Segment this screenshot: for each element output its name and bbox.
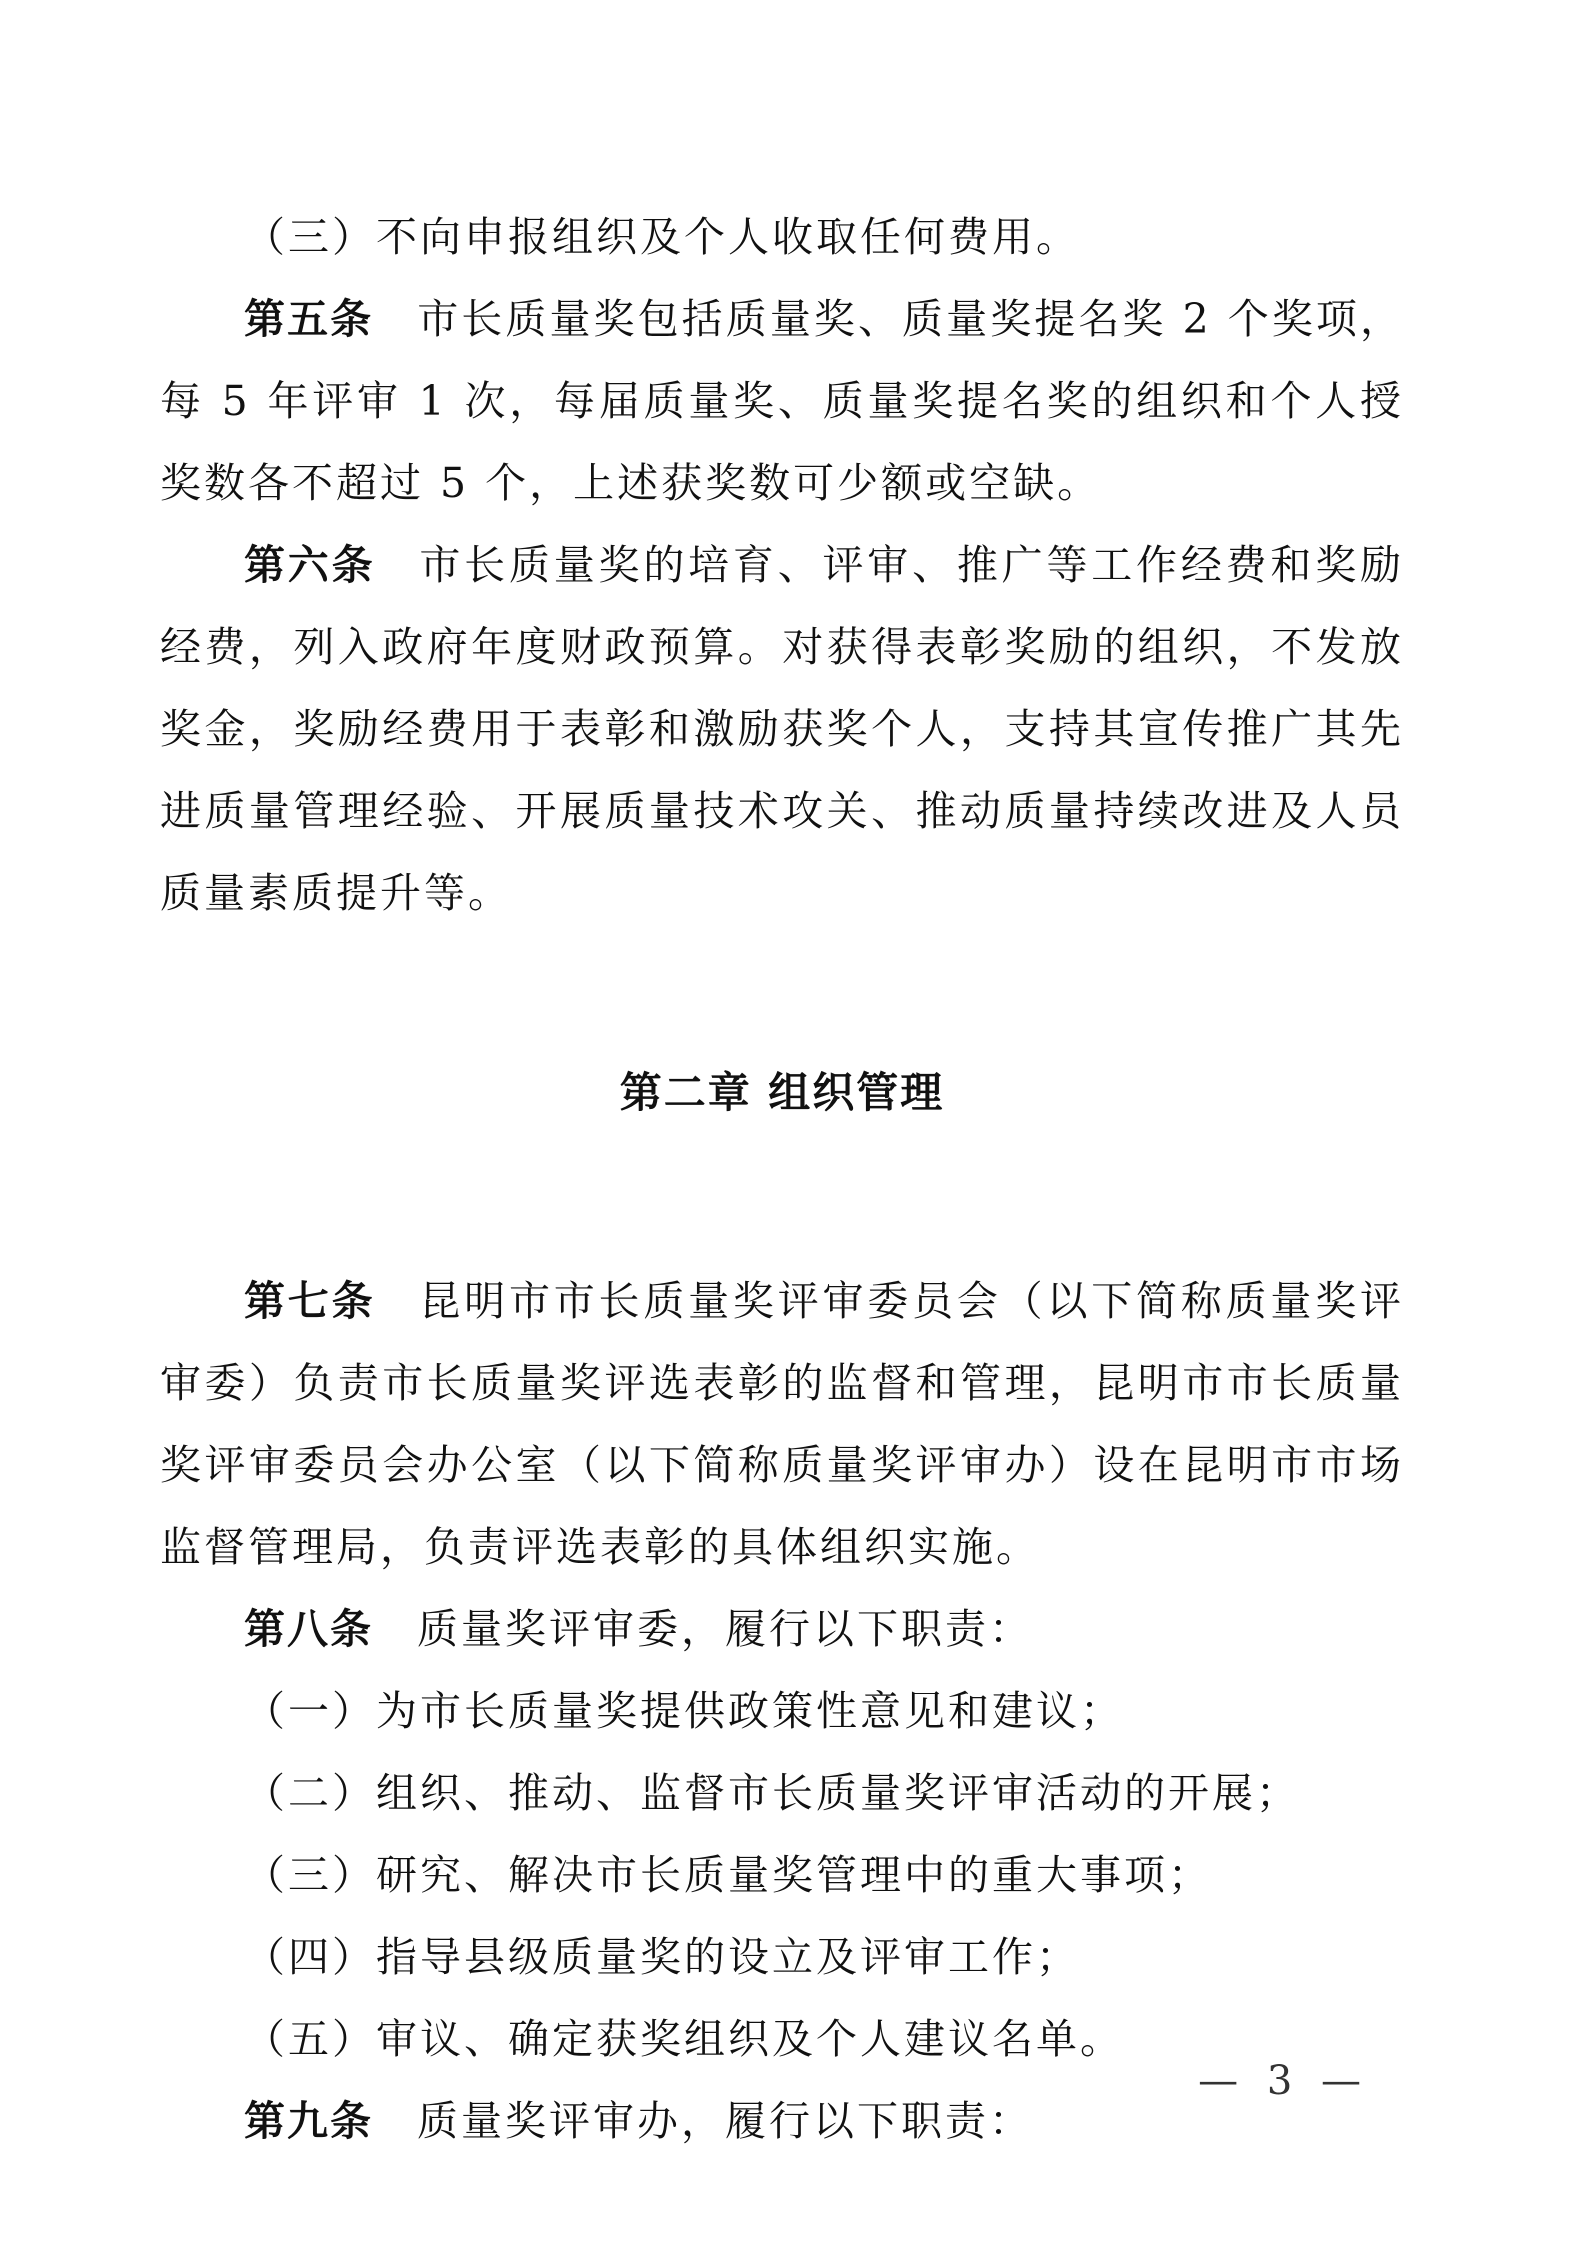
paragraph-text: （五）审议、确定获奖组织及个人建议名单。 [244, 2015, 1124, 2063]
page-number: — 3 — [1198, 2058, 1369, 2104]
paragraph-text: （二）组织、推动、监督市长质量奖评审活动的开展； [244, 1769, 1300, 1817]
article-label: 第六条 [244, 541, 376, 589]
paragraph-text: 市长质量奖的培育、评审、推广等工作经费和奖励经费，列入政府年度财政预算。对获得表彰奖励的组织，不发放奖金，奖励经费用于表彰和激励获奖个人，支持其宣传推广其先进质量管理经验、开展质量技术攻关、推动质量持续改进及人员质量素质提升等。 [160, 541, 1404, 917]
paragraph-text: 昆明市市长质量奖评审委员会（以下简称质量奖评审委）负责市长质量奖评选表彰的监督和管理，昆明市市长质量奖评审委员会办公室（以下简称质量奖评审办）设在昆明市市场监督管理局，负责评选表彰的具体组织实施。 [160, 1277, 1404, 1571]
paragraph-text: （四）指导县级质量奖的设立及评审工作； [244, 1933, 1080, 1981]
clause-three-no-fees [160, 196, 1404, 278]
paragraph-text: （三）不向申报组织及个人收取任何费用。 [244, 213, 1080, 261]
duty-item-4 [160, 1916, 1404, 1998]
article-5 [160, 278, 1404, 524]
article-6 [160, 524, 1404, 934]
duty-item-2 [160, 1752, 1404, 1834]
paragraph-text: 市长质量奖包括质量奖、质量奖提名奖 2 个奖项，每 5 年评审 1 次，每届质量奖、质量奖提名奖的组织和个人授奖数各不超过 5 个，上述获奖数可少额或空缺。 [160, 295, 1405, 507]
spacer [160, 934, 1404, 1052]
spacer [160, 1134, 1404, 1260]
duty-item-3 [160, 1834, 1404, 1916]
article-8 [160, 1588, 1404, 1670]
document-body [160, 196, 1404, 2162]
article-label: 第八条 [244, 1605, 373, 1653]
article-7 [160, 1260, 1404, 1588]
chapter-heading: 第二章 组织管理 [619, 1068, 945, 1117]
article-label: 第七条 [244, 1277, 376, 1325]
article-label: 第九条 [244, 2097, 373, 2145]
paragraph-text: 质量奖评审委，履行以下职责： [417, 1605, 1033, 1653]
paragraph-text: （三）研究、解决市长质量奖管理中的重大事项； [244, 1851, 1212, 1899]
paragraph-text: 质量奖评审办，履行以下职责： [417, 2097, 1033, 2145]
article-label: 第五条 [244, 295, 374, 343]
duty-item-1 [160, 1670, 1404, 1752]
paragraph-text: （一）为市长质量奖提供政策性意见和建议； [244, 1687, 1124, 1735]
